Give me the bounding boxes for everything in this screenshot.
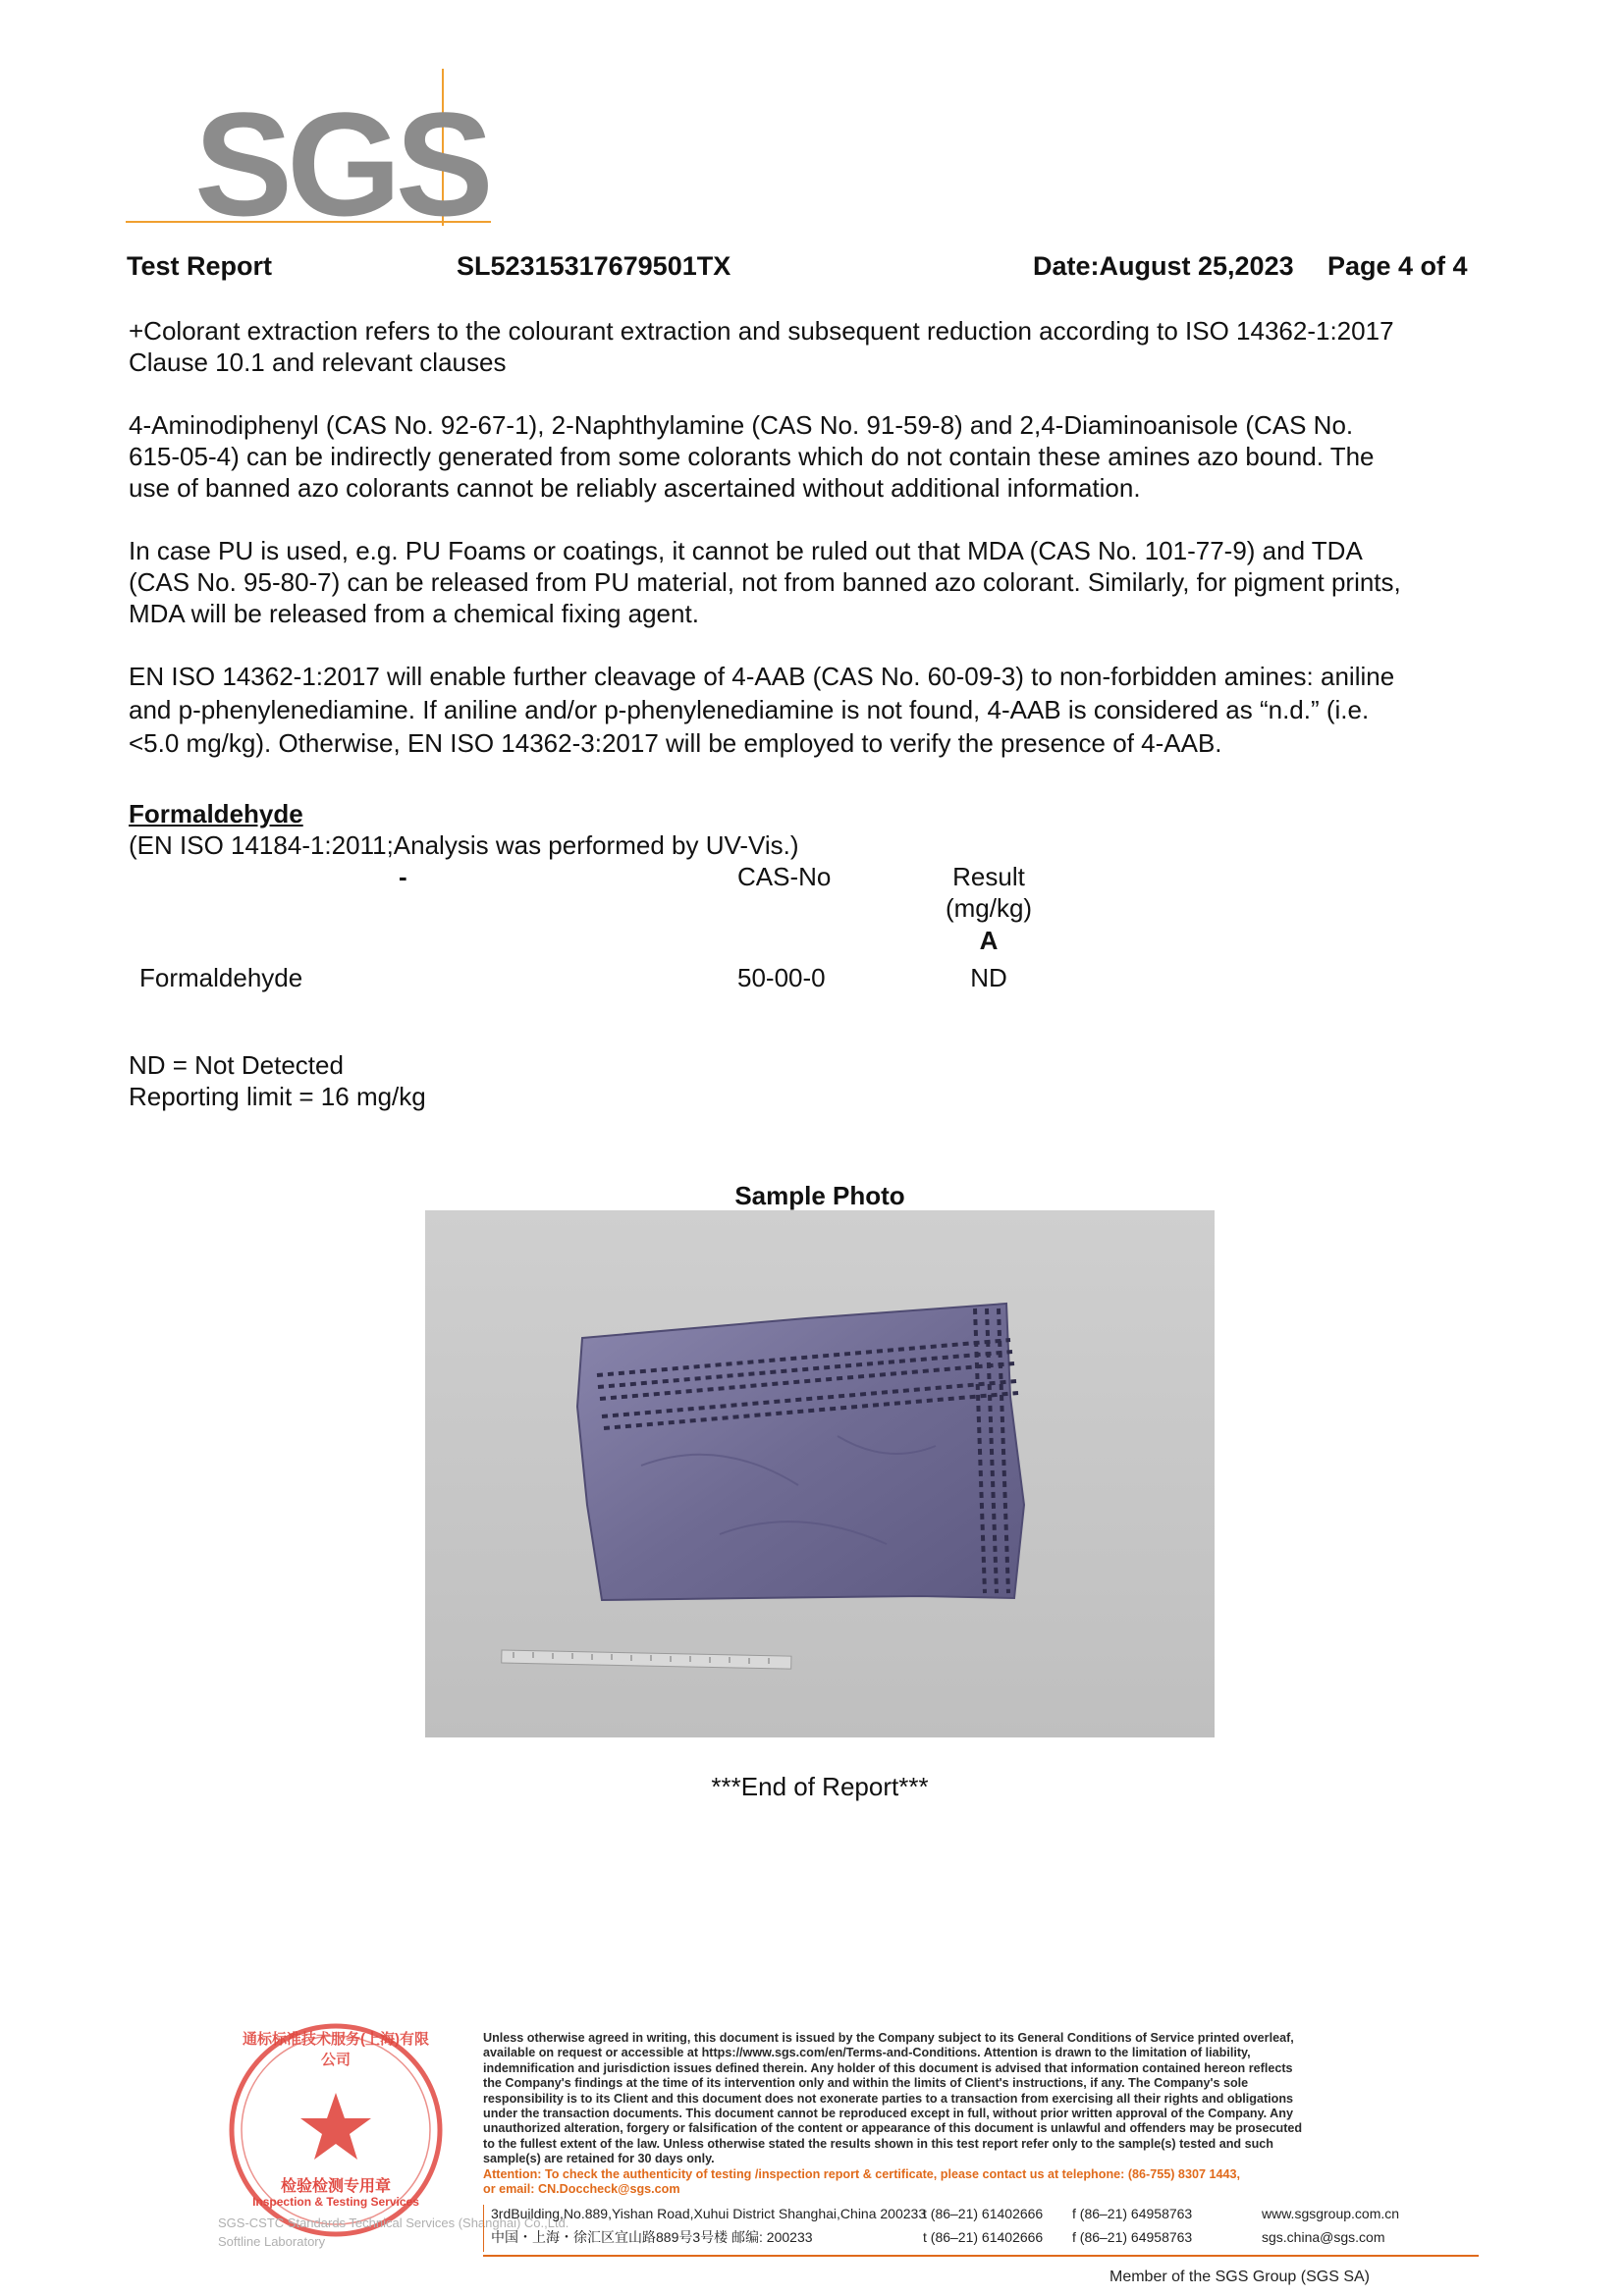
formaldehyde-method: (EN ISO 14184-1:2011;Analysis was performed by UV-Vis.)	[129, 830, 799, 860]
paragraph-line: and p-phenylenediamine. If aniline and/or p-phenylenediamine is not found, 4-AAB is considered as “n.d.” (i.e.	[129, 695, 1370, 724]
column-header-dash: -	[399, 862, 407, 891]
attention-line: or email: CN.Doccheck@sgs.com	[483, 2182, 680, 2197]
sgs-group-member: Member of the SGS Group (SGS SA)	[1109, 2269, 1370, 2285]
report-date: Date:August 25,2023	[1033, 251, 1294, 281]
email: sgs.china@sgs.com	[1262, 2229, 1385, 2245]
disclaimer-line: responsibility is to its Client and this document does not exonerate parties to a transaction from exercising all their rights and obligations	[483, 2091, 1294, 2106]
paragraph-aab	[129, 660, 1503, 760]
lab-name-line: Softline Laboratory	[218, 2234, 326, 2249]
column-header-sample: A	[979, 926, 999, 955]
sample-photo-image	[425, 1210, 1215, 1737]
disclaimer-line: available on request or accessible at https://www.sgs.com/en/Terms-and-Conditions. Attention is drawn to the limitation of liability,	[483, 2046, 1251, 2060]
seal-label-cn: 检验检测专用章	[280, 2178, 391, 2195]
disclaimer-line: under the transaction documents. This document cannot be reproduced except in full, without prior written approval of the Company. Any	[483, 2107, 1293, 2121]
paragraph-line: 615-05-4) can be indirectly generated from some colorants which do not contain these amines azo bound. The	[129, 442, 1375, 471]
report-number: SL52315317679501TX	[457, 251, 731, 281]
row-name: Formaldehyde	[139, 963, 303, 992]
fax-1: f (86–21) 64958763	[1072, 2206, 1193, 2221]
disclaimer-line: indemnification and jurisdiction issues defined therein. Any holder of this document is advised that information contained hereon reflects	[483, 2060, 1293, 2075]
disclaimer-line: unauthorized alteration, forgery or falsification of the content or appearance of this document is unlawful and offenders may be prosecuted	[483, 2121, 1303, 2136]
company-seal	[218, 2012, 454, 2248]
paragraph-line: EN ISO 14362-1:2017 will enable further cleavage of 4-AAB (CAS No. 60-09-3) to non-forbidden amines: aniline	[129, 662, 1395, 691]
end-of-report: ***End of Report***	[711, 1772, 929, 1801]
attention-line: Attention: To check the authenticity of testing /inspection report & certificate, please contact us at telephone: (86-755) 8307 1443,	[483, 2166, 1240, 2181]
paragraph-line: +Colorant extraction refers to the colourant extraction and subsequent reduction according to ISO 14362-1:2017	[129, 316, 1394, 346]
paragraph-line: <5.0 mg/kg). Otherwise, EN ISO 14362-3:2017 will be employed to verify the presence of 4-AAB.	[129, 728, 1222, 758]
paragraph-line: Clause 10.1 and relevant clauses	[129, 347, 507, 377]
paragraph-line: MDA will be released from a chemical fixing agent.	[129, 599, 699, 628]
row-result: ND	[970, 963, 1007, 992]
paragraph-aminodiphenyl	[129, 409, 1503, 504]
website: www.sgsgroup.com.cn	[1262, 2206, 1400, 2221]
address-english: 3rdBuilding,No.889,Yishan Road,Xuhui District Shanghai,China 200233	[491, 2206, 927, 2221]
paragraph-line: 4-Aminodiphenyl (CAS No. 92-67-1), 2-Naphthylamine (CAS No. 91-59-8) and 2,4-Diaminoanisole (CAS No.	[129, 410, 1354, 440]
seal-company-name: 通标标准技术服务(上海)有限公司	[243, 2031, 429, 2068]
lab-name-overlay	[218, 2214, 569, 2251]
note-not-detected: ND = Not Detected	[129, 1050, 344, 1080]
paragraph-colorant-extraction	[129, 315, 1503, 378]
footer-disclaimer	[483, 2031, 1406, 2197]
report-label: Test Report	[127, 251, 273, 281]
column-header-cas: CAS-No	[737, 862, 832, 891]
lab-name-line: SGS-CSTC Standards Technical Services (Shanghai) Co.,Ltd.	[218, 2216, 569, 2230]
fax-2: f (86–21) 64958763	[1072, 2229, 1193, 2245]
address-divider	[483, 2205, 484, 2252]
sgs-logo: SGS	[194, 81, 488, 246]
paragraph-pu	[129, 535, 1503, 629]
disclaimer-line: Unless otherwise agreed in writing, this document is issued by the Company subject to its General Conditions of Service printed overleaf,	[483, 2031, 1294, 2045]
paragraph-line: use of banned azo colorants cannot be reliably ascertained without additional information.	[129, 473, 1141, 503]
row-cas: 50-00-0	[737, 963, 826, 992]
disclaimer-line: sample(s) are retained for 30 days only.	[483, 2152, 715, 2166]
disclaimer-line: the Company's findings at the time of its intervention only and within the limits of Client's instructions, if any. The Company's sole	[483, 2076, 1249, 2091]
page-indicator: Page 4 of 4	[1327, 251, 1468, 281]
note-reporting-limit: Reporting limit = 16 mg/kg	[129, 1082, 426, 1111]
seal-label-en: Inspection & Testing Services	[252, 2195, 419, 2209]
telephone-2: t (86–21) 61402666	[923, 2229, 1044, 2245]
formaldehyde-title: Formaldehyde	[129, 799, 303, 828]
sample-photo	[425, 1210, 1215, 1737]
sample-photo-title: Sample Photo	[734, 1181, 905, 1210]
disclaimer-line: to the fullest extent of the law. Unless otherwise stated the results shown in this test report refer only to the sample(s) tested and such	[483, 2136, 1273, 2151]
footer-rule	[483, 2255, 1479, 2257]
column-header-unit: (mg/kg)	[945, 893, 1033, 923]
paragraph-line: In case PU is used, e.g. PU Foams or coatings, it cannot be ruled out that MDA (CAS No. 101-77-9) and TDA	[129, 536, 1363, 565]
telephone-1: t (86–21) 61402666	[923, 2206, 1044, 2221]
paragraph-line: (CAS No. 95-80-7) can be released from PU material, not from banned azo colorant. Similarly, for pigment prints,	[129, 567, 1401, 597]
address-chinese: 中国・上海・徐汇区宜山路889号3号楼 邮编: 200233	[491, 2229, 813, 2245]
column-header-result: Result	[952, 862, 1025, 891]
